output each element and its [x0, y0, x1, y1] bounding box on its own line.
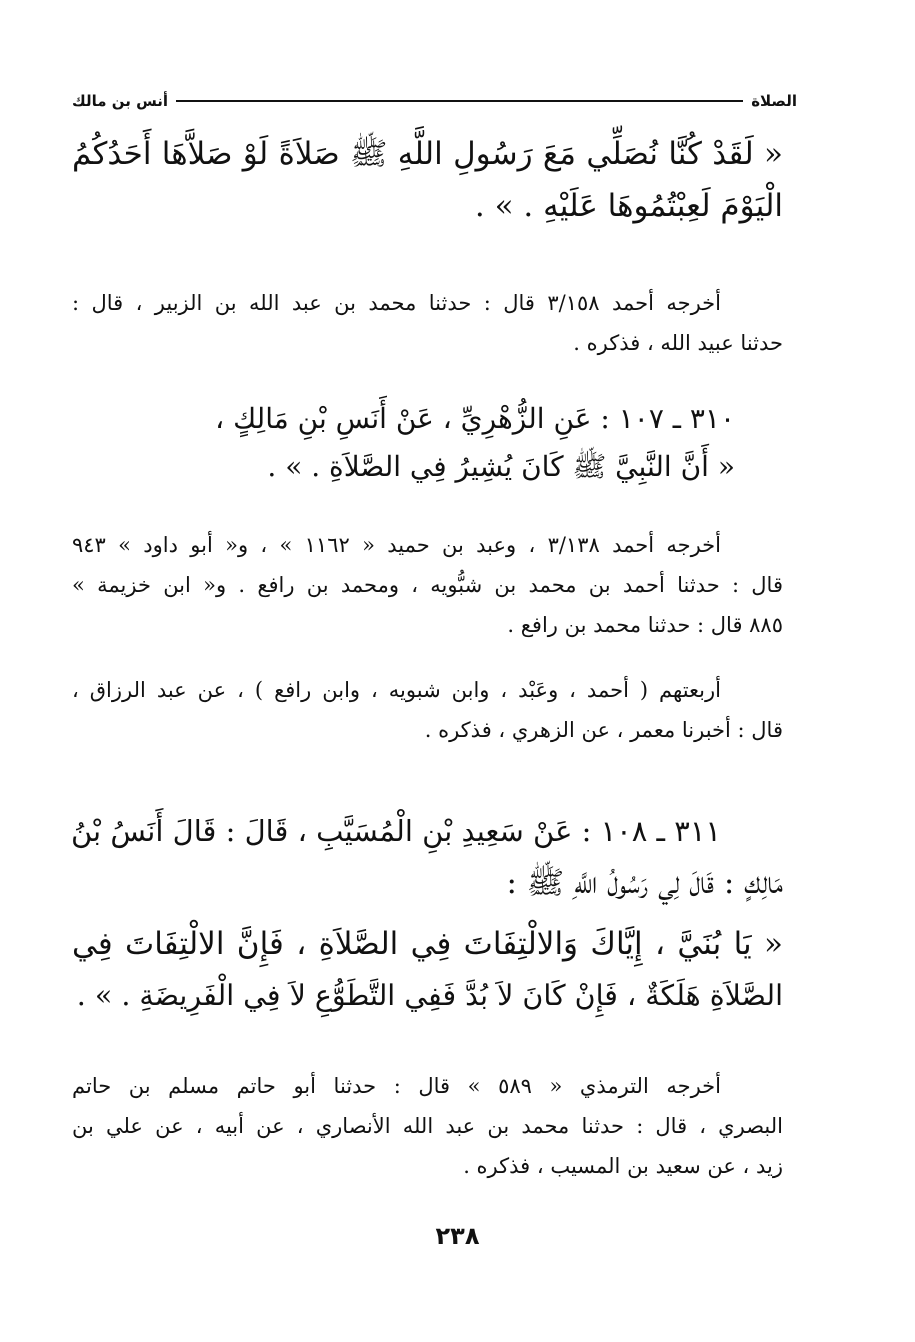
text-line: مَالِكٍ : قَالَ لِي رَسُولُ اللَّهِ ﷺ :: [506, 865, 783, 901]
takhrij-note: [72, 1066, 783, 1186]
page-number: ٢٣٨: [435, 1222, 480, 1250]
text-line: أخرجه أحمد ٣/١٣٨ ، وعبد بن حميد « ١١٦٢ » ، و« أبو داود » ٩٤٣: [72, 533, 721, 557]
hadith-310: [72, 395, 735, 491]
text-line: البصري ، قال : حدثنا محمد بن عبد الله الأنصاري ، عن أبيه ، عن علي بن: [72, 1114, 783, 1138]
text-line: الْيَوْمَ لَعِبْتُمُوهَا عَلَيْهِ . » .: [474, 188, 783, 224]
text-line: أربعتهم ( أحمد ، وعَبْد ، وابن شبويه ، وابن رافع ) ، عن عبد الرزاق ،: [72, 678, 721, 702]
text-line: قال : حدثنا أحمد بن محمد بن شبُّويه ، ومحمد بن رافع . و« ابن خزيمة »: [72, 573, 783, 597]
text-line: أخرجه أحمد ٣/١٥٨ قال : حدثنا محمد بن عبد الله بن الزبير ، قال :: [72, 291, 721, 315]
text-line: ٣١١ ـ ١٠٨ : عَنْ سَعِيدِ بْنِ الْمُسَيَّبِ ، قَالَ : قَالَ أَنَسُ بْنُ: [70, 814, 721, 848]
text-line: « لَقَدْ كُنَّا نُصَلِّي مَعَ رَسُولِ اللَّهِ ﷺ صَلاَةً لَوْ صَلاَّهَا أَحَدُكُمُ: [72, 136, 783, 172]
hadith-311-text: [72, 918, 783, 1022]
text-line: ٣١٠ ـ ١٠٧ : عَنِ الزُّهْرِيِّ ، عَنْ أَنَسِ بْنِ مَالِكٍ ،: [215, 402, 735, 435]
text-line: قال : أخبرنا معمر ، عن الزهري ، فذكره .: [424, 718, 783, 742]
text-line: « يَا بُنَيَّ ، إِيَّاكَ وَالالْتِفَاتَ فِي الصَّلاَةِ ، فَإِنَّ الالْتِفَاتَ فِي: [72, 926, 783, 962]
text-line: زيد ، عن سعيد بن المسيب ، فذكره .: [463, 1154, 783, 1178]
chapter-title: الصلاة: [751, 92, 797, 110]
text-line: حدثنا عبيد الله ، فذكره .: [573, 331, 783, 355]
hadith-309-text: [72, 128, 783, 232]
text-line: ٨٨٥ قال : حدثنا محمد بن رافع .: [507, 613, 783, 637]
header-rule: [176, 100, 743, 102]
section-title: أنس بن مالك: [72, 92, 169, 110]
takhrij-note: [72, 283, 783, 363]
running-header: [72, 88, 797, 114]
text-line: الصَّلاَةِ هَلَكَةٌ ، فَإِنْ كَانَ لاَ بُدَّ فَفِي التَّطَوُّعِ لاَ فِي الْفَرِيضَةِ . » .: [76, 979, 783, 1012]
hadith-311-isnad: [72, 805, 783, 909]
text-line: أخرجه الترمذي « ٥٨٩ » قال : حدثنا أبو حاتم مسلم بن حاتم: [72, 1074, 721, 1098]
text-line: « أَنَّ النَّبِيَّ ﷺ كَانَ يُشِيرُ فِي الصَّلاَةِ . » .: [267, 450, 735, 483]
takhrij-note: [72, 525, 783, 645]
takhrij-note: [72, 670, 783, 750]
